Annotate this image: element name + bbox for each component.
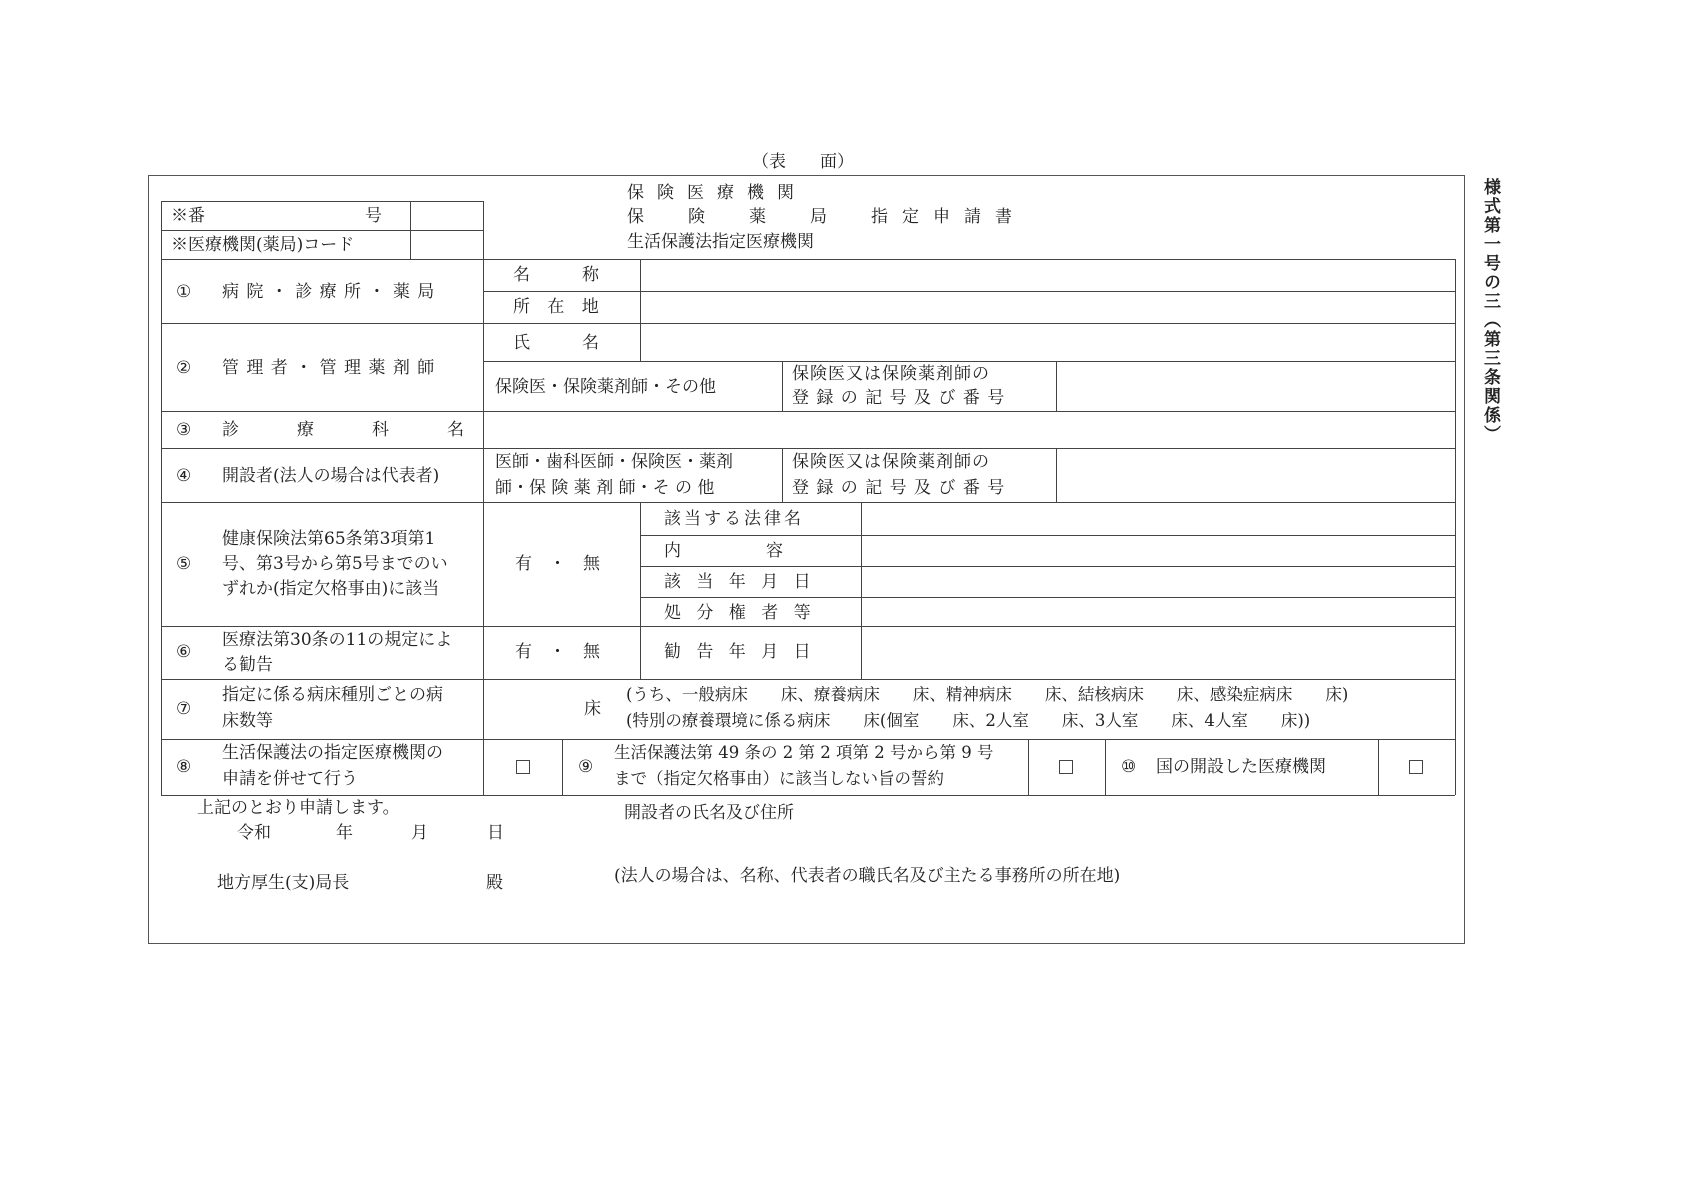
row6-date-field[interactable] <box>863 628 1454 678</box>
row2-number: ② <box>176 358 192 378</box>
row7-label-1: 指定に係る病床種別ごとの病 <box>222 685 443 705</box>
row6-number: ⑥ <box>176 642 192 662</box>
row2-registration-label-2: 登 録 の 記 号 及 び 番 号 <box>792 388 1006 408</box>
row1-number: ① <box>176 282 192 302</box>
title-line2-main: 保険薬局 <box>627 207 871 227</box>
row2-person-field[interactable] <box>642 325 1454 360</box>
row5-yes-no-choice[interactable]: 有 ・ 無 <box>515 554 600 574</box>
code-label: ※医療機関(薬局)コード <box>171 235 355 255</box>
row6-label-1: 医療法第30条の11の規定によ <box>222 630 453 650</box>
row5-number: ⑤ <box>176 554 192 574</box>
row1-address-field[interactable] <box>642 293 1454 322</box>
title-line3: 生活保護法指定医療機関 <box>627 232 814 252</box>
row2-label: 管 理 者 ・ 管 理 薬 剤 師 <box>222 358 436 378</box>
row7-bed-unit: 床 <box>584 699 601 719</box>
row3-department-field[interactable] <box>485 413 1454 447</box>
applicant-note: (法人の場合は、名称、代表者の職氏名及び主たる事務所の所在地) <box>614 866 1121 886</box>
row6-sub-date: 勧 告 年 月 日 <box>664 642 816 662</box>
row1-name-field[interactable] <box>642 261 1454 290</box>
row2-registration-field[interactable] <box>1058 363 1454 410</box>
declaration-text: 上記のとおり申請します。 <box>197 798 400 818</box>
row5-date-field[interactable] <box>863 568 1454 596</box>
row7-bed-breakdown-2: (特別の療養環境に係る病床 床(個室 床、2人室 床、3人室 床、4人室 床)) <box>626 711 1311 730</box>
year-label: 年 <box>336 823 353 843</box>
row4-label: 開設者(法人の場合は代表者) <box>222 466 440 486</box>
row5-law-name-field[interactable] <box>863 504 1454 534</box>
row2-registration-label-1: 保険医又は保険薬剤師の <box>792 364 990 384</box>
row1-name-label: 名 称 <box>513 265 605 285</box>
row9-label-1: 生活保護法第 49 条の 2 第 2 項第 2 号から第 9 号 <box>614 743 994 762</box>
row2-person-label: 氏 名 <box>513 333 605 353</box>
row9-label-2: まで（指定欠格事由）に該当しない旨の誓約 <box>614 769 944 788</box>
era-label: 令和 <box>237 823 271 843</box>
row7-number: ⑦ <box>176 699 192 719</box>
row4-registration-label-2: 登 録 の 記 号 及 び 番 号 <box>792 478 1006 498</box>
row8-label-2: 申請を併せて行う <box>222 769 358 789</box>
title-line1: 保険医療機関 <box>627 183 807 203</box>
row8-checkbox[interactable] <box>516 760 530 774</box>
row5-sub-authority: 処 分 権 者 等 <box>664 603 816 623</box>
row5-sub-date: 該 当 年 月 日 <box>664 572 816 592</box>
row5-authority-field[interactable] <box>863 599 1454 625</box>
row4-number: ④ <box>176 466 192 486</box>
row4-qualification-line1: 医師・歯科医師・保険医・薬剤 <box>495 452 733 472</box>
number-label-suffix: 号 <box>365 206 382 226</box>
row4-registration-field[interactable] <box>1058 450 1454 501</box>
row1-label: 病 院 ・ 診 療 所 ・ 薬 局 <box>222 282 436 302</box>
code-field[interactable] <box>412 232 482 258</box>
row5-sub-content: 内 容 <box>664 541 783 561</box>
row10-label: 国の開設した医療機関 <box>1156 757 1326 777</box>
row5-content-field[interactable] <box>863 537 1454 565</box>
side-caption: （表 面） <box>752 152 854 172</box>
row3-number: ③ <box>176 420 192 440</box>
row1-address-label: 所 在 地 <box>513 297 605 317</box>
row8-number: ⑧ <box>176 757 192 777</box>
form-number: 様式第一号の三（第三条関係） <box>1480 178 1500 444</box>
title-line2-suffix: 指定申請書 <box>871 207 1026 227</box>
row6-label-2: る勧告 <box>222 655 273 675</box>
row9-checkbox[interactable] <box>1059 760 1073 774</box>
addressee-label: 地方厚生(支)局長 <box>217 873 350 893</box>
row7-bed-breakdown-1: (うち、一般病床 床、療養病床 床、精神病床 床、結核病床 床、感染症病床 床) <box>626 685 1349 704</box>
month-label: 月 <box>411 823 428 843</box>
row7-label-2: 床数等 <box>222 711 273 731</box>
number-label: ※番 <box>171 206 205 226</box>
row4-registration-label-1: 保険医又は保険薬剤師の <box>792 452 990 472</box>
row5-sub-law-name: 該当する法律名 <box>664 509 804 529</box>
row8-label-1: 生活保護法の指定医療機関の <box>222 743 443 763</box>
row4-qualification-line2: 師・保 険 薬 剤 師・そ の 他 <box>495 478 715 498</box>
honorific-label: 殿 <box>486 873 503 893</box>
row6-yes-no-choice[interactable]: 有 ・ 無 <box>515 642 600 662</box>
row5-label-2: 号、第3号から第5号までのい <box>222 554 448 574</box>
row10-checkbox[interactable] <box>1409 760 1423 774</box>
row5-label-3: ずれか(指定欠格事由)に該当 <box>222 579 440 599</box>
row9-number: ⑨ <box>578 757 594 777</box>
row2-qualification-label: 保険医・保険薬剤師・その他 <box>495 377 716 397</box>
title-line2 <box>627 207 1026 227</box>
applicant-label: 開設者の氏名及び住所 <box>624 803 794 823</box>
row5-label-1: 健康保険法第65条第3項第1 <box>222 529 436 549</box>
row3-label: 診 療 科 名 <box>222 420 472 440</box>
number-field[interactable] <box>412 203 482 229</box>
row10-number: ⑩ <box>1121 757 1137 777</box>
day-label: 日 <box>487 823 504 843</box>
